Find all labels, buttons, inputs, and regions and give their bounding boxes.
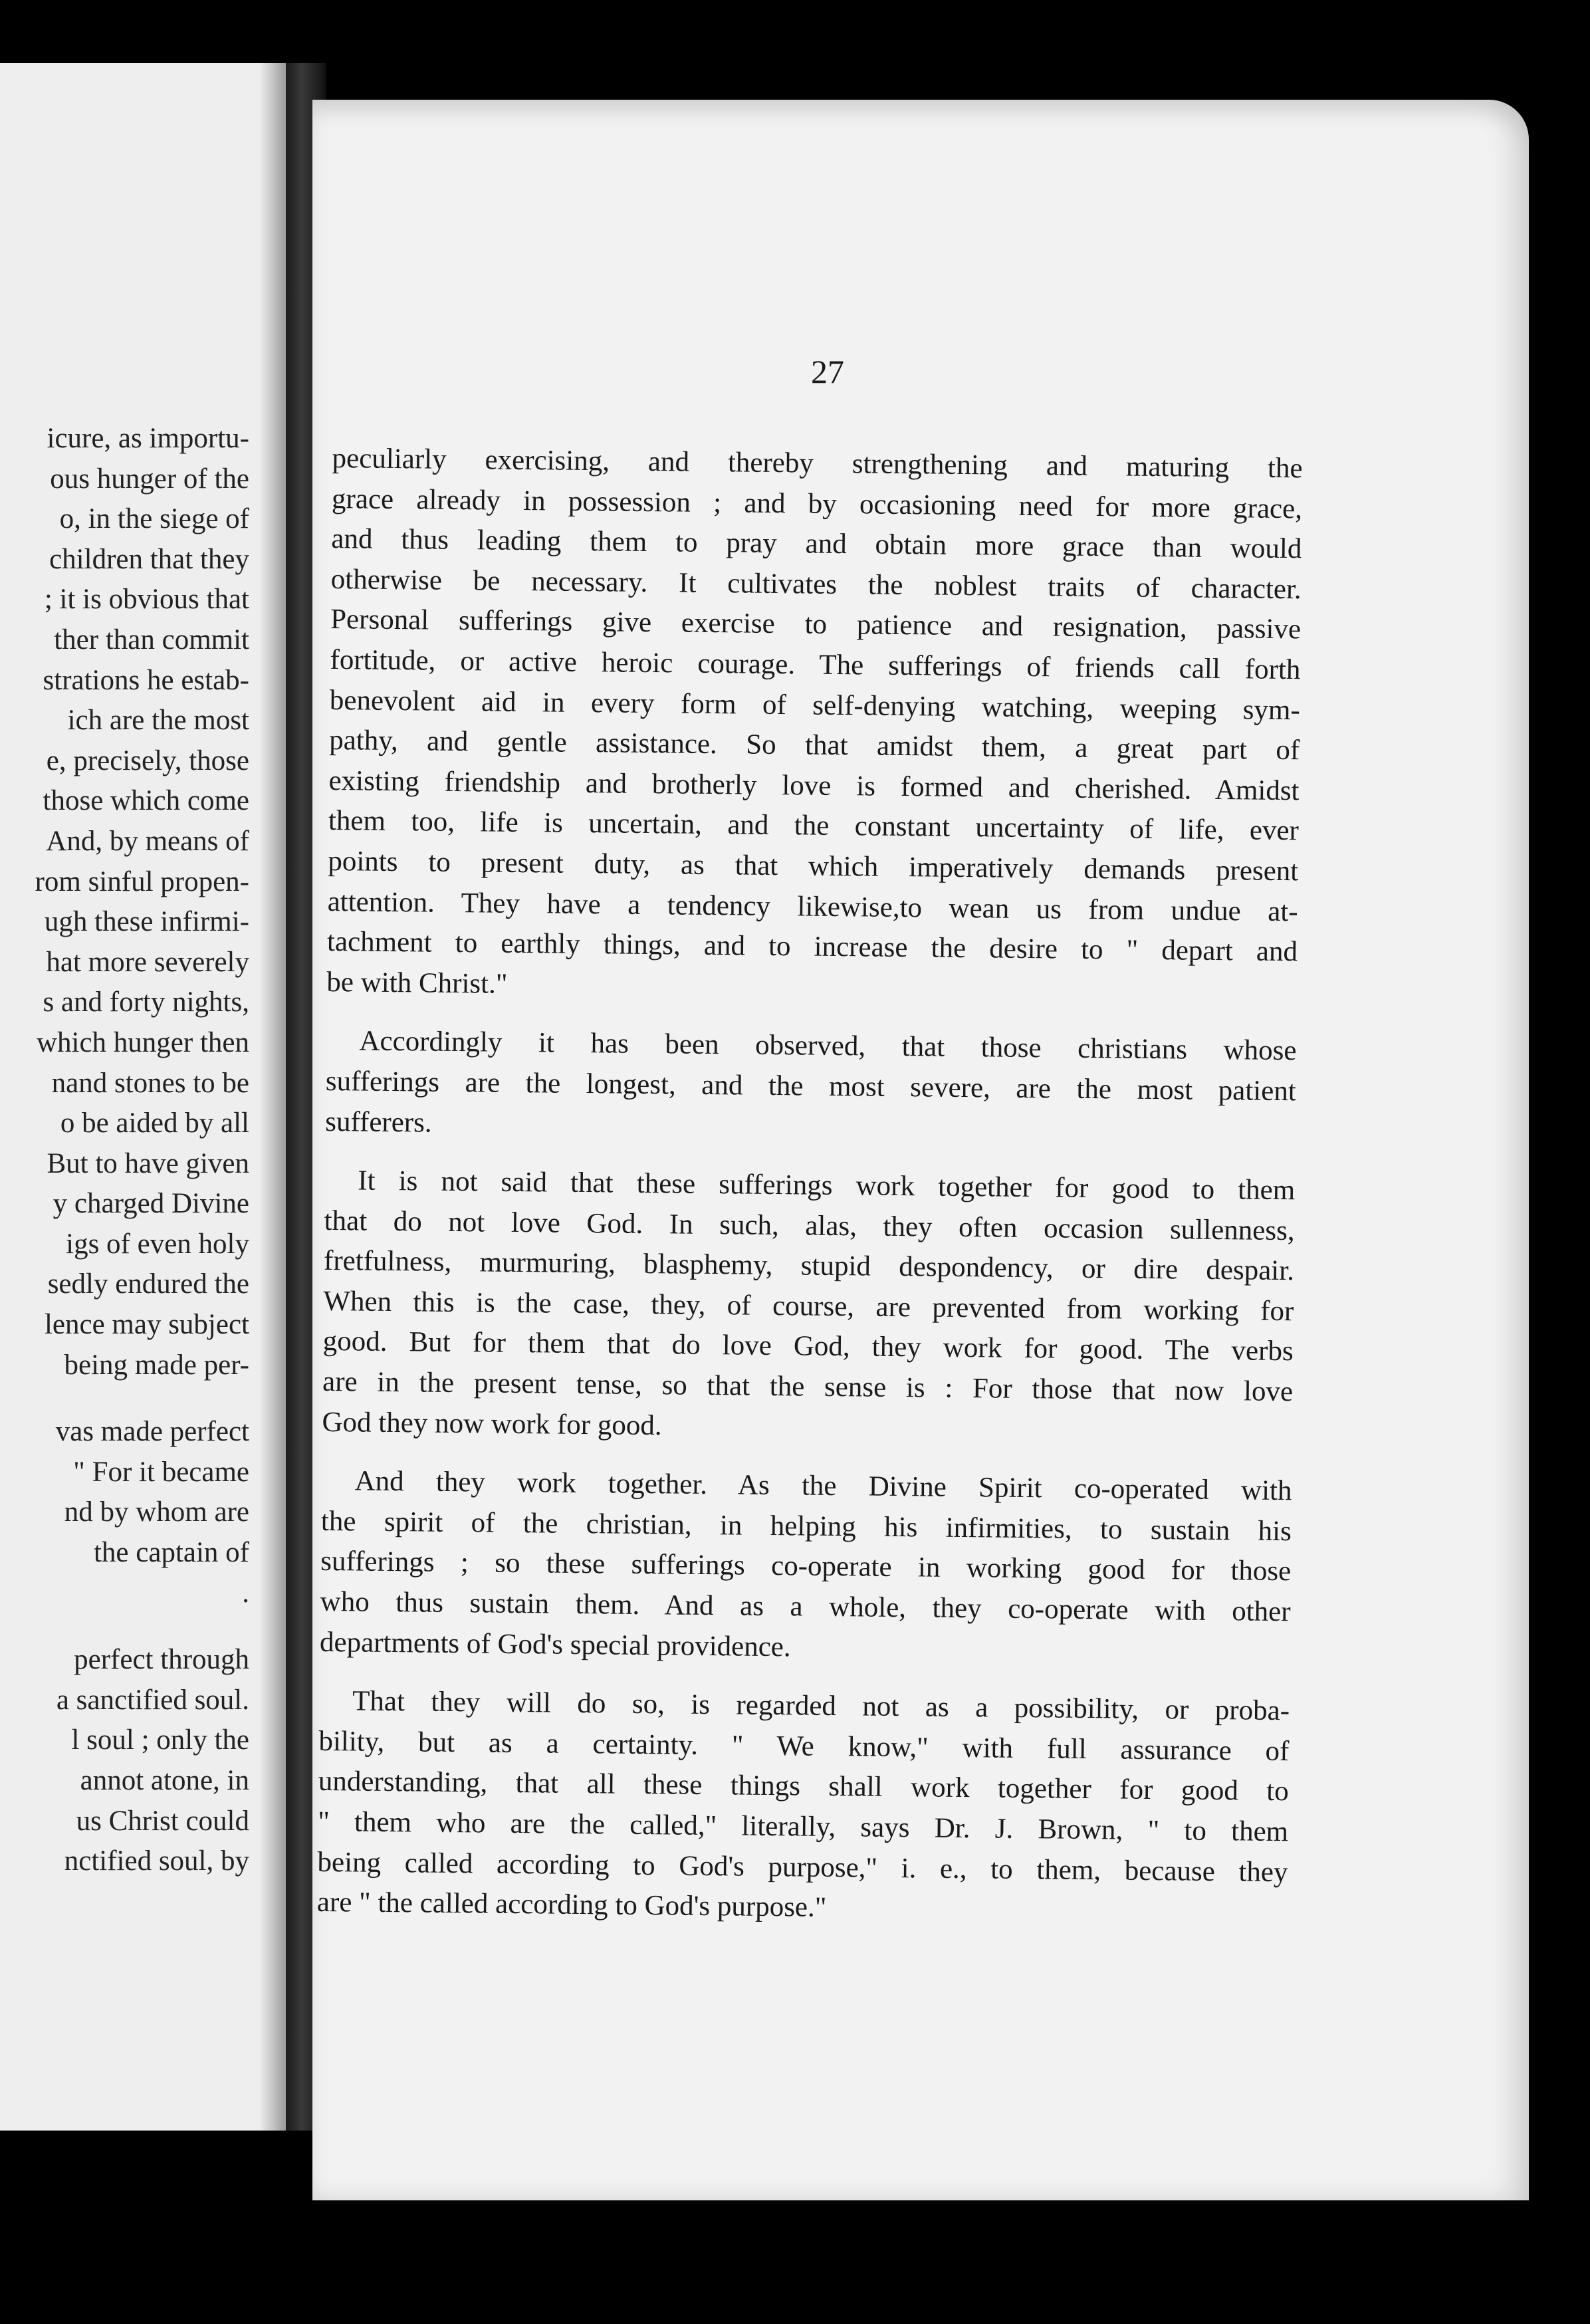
left-page-line: icure, as importu- [47,423,249,454]
left-page-line: perfect through [74,1644,249,1676]
left-page-line: nand stones to be [51,1067,249,1099]
left-page-line: And, by means of [46,825,249,857]
text-line: Accordingly it has been observed, that those christians whose [359,1025,1297,1067]
text-line: are " the called according to God's purpose." [316,1887,827,1924]
left-page-line: vas made perfect [55,1416,249,1448]
text-line: good. But for them that do love God, they work for good. The verbs [322,1326,1294,1367]
left-page-line: those which come [43,785,249,817]
text-line: be with Christ." [326,966,508,1000]
text-line: " them who are the called," literally, says Dr. J. Brown, " to them [317,1805,1289,1848]
left-page-line: o, in the siege of [59,503,249,535]
text-line: who thus sustain them. And as a whole, they co-operate with other [320,1585,1291,1628]
paragraph [325,1021,1297,1152]
left-page-gap [0,1385,249,1412]
paragraph [320,1461,1292,1673]
left-page-line: s and forty nights, [43,987,249,1018]
left-page-line: children that they [49,543,249,575]
left-page-line: " For it became [73,1456,249,1488]
page-number: 27 [811,353,844,390]
text-line: bility, but as a certainty. " We know," with full assurance of [318,1725,1290,1767]
text-line: fretfulness, murmuring, blasphemy, stupid despondency, or dire despair. [323,1245,1295,1287]
left-page-line: nd by whom are [64,1496,249,1528]
left-page [0,63,286,2131]
left-page-line: annot atone, in [80,1765,249,1796]
left-page-line: ther than commit [54,624,249,655]
left-page-line: hat more severely [46,946,249,978]
text-line: and thus leading them to pray and obtain more grace than would [331,523,1302,565]
left-page-line: But to have given [47,1147,249,1179]
left-page-line: igs of even holy [66,1228,249,1260]
left-page-line: rom sinful propen- [35,866,249,897]
left-page-line: sedly endured the [47,1268,249,1300]
left-page-line: e, precisely, those [46,745,249,776]
text-line: It is not said that these sufferings work together for good to them [358,1165,1296,1207]
left-page-line: o be aided by all [60,1107,249,1139]
left-page-line: a sanctified soul. [56,1684,249,1716]
text-line: peculiarly exercising, and thereby strengthening and maturing the [332,442,1303,485]
text-line: otherwise be necessary. It cultivates the noblest traits of character. [330,563,1302,606]
text-line: departments of God's special providence. [319,1626,791,1663]
text-line: points to present duty, as that which imperatively demands present [328,845,1299,887]
text-line: sufferings ; so these sufferings co-operate in working good for those [320,1546,1292,1587]
left-page-line: . [242,1577,249,1609]
left-page-line: lence may subject [44,1309,249,1341]
text-line: pathy, and gentle assistance. So that amidst them, a great part of [329,725,1300,766]
text-line: that do not love God. In such, alas, they often occasion sullenness, [324,1205,1295,1246]
left-page-line: ; it is obvious that [44,584,249,616]
text-line: the spirit of the christian, in helping his infirmities, to sustain his [320,1505,1292,1548]
text-line: That they will do so, is regarded not as a possibility, or proba- [352,1685,1290,1727]
left-page-line: the captain of [93,1537,249,1569]
text-line: grace already in possession ; and by occasioning need for more grace, [331,483,1303,524]
left-page-gap [0,1613,249,1640]
text-line: When this is the case, they, of course, are prevented from working for [323,1285,1294,1328]
paragraph [317,1681,1290,1933]
left-page-line: ugh these infirmi- [44,906,249,938]
text-line: Personal sufferings give exercise to patience and resignation, passive [330,604,1302,645]
text-line: attention. They have a tendency likewise,to wean us from undue at- [327,885,1298,927]
text-line: God they now work for good. [322,1406,662,1441]
text-line: sufferers. [324,1105,432,1139]
text-line: existing friendship and brotherly love is formed and cherished. Amidst [328,764,1300,807]
page-body [316,439,1303,1952]
text-line: understanding, that all these things shall work together for good to [318,1766,1290,1807]
left-page-line: which hunger then [36,1026,249,1058]
text-line: them too, life is uncertain, and the constant uncertainty of life, ever [328,805,1300,847]
left-page-line: y charged Divine [53,1188,249,1220]
paragraph [326,439,1303,1013]
text-line: And they work together. As the Divine Spirit co-operated with [354,1465,1292,1507]
text-line: benevolent aid in every form of self-denying watching, weeping sym- [329,684,1301,726]
text-line: being called according to God's purpose," i. e., to them, because they [317,1846,1288,1888]
text-line: sufferings are the longest, and the most severe, are the most patient [325,1065,1297,1107]
left-page-line: being made per- [64,1349,249,1381]
left-page-shadow [259,63,286,2131]
text-line: are in the present tense, so that the sense is : For those that now love [322,1365,1294,1408]
left-page-line: ous hunger of the [50,463,249,495]
text-line: fortitude, or active heroic courage. The sufferings of friends call forth [330,643,1301,686]
left-page-line: nctified soul, by [64,1845,249,1877]
left-page-line: ich are the most [67,705,249,737]
left-page-line: strations he estab- [43,664,249,696]
text-line: tachment to earthly things, and to increase the desire to " depart and [326,926,1298,968]
paragraph [322,1161,1295,1452]
left-page-text [0,419,249,1882]
left-page-line: l soul ; only the [71,1724,249,1756]
left-page-line: us Christ could [76,1805,249,1837]
